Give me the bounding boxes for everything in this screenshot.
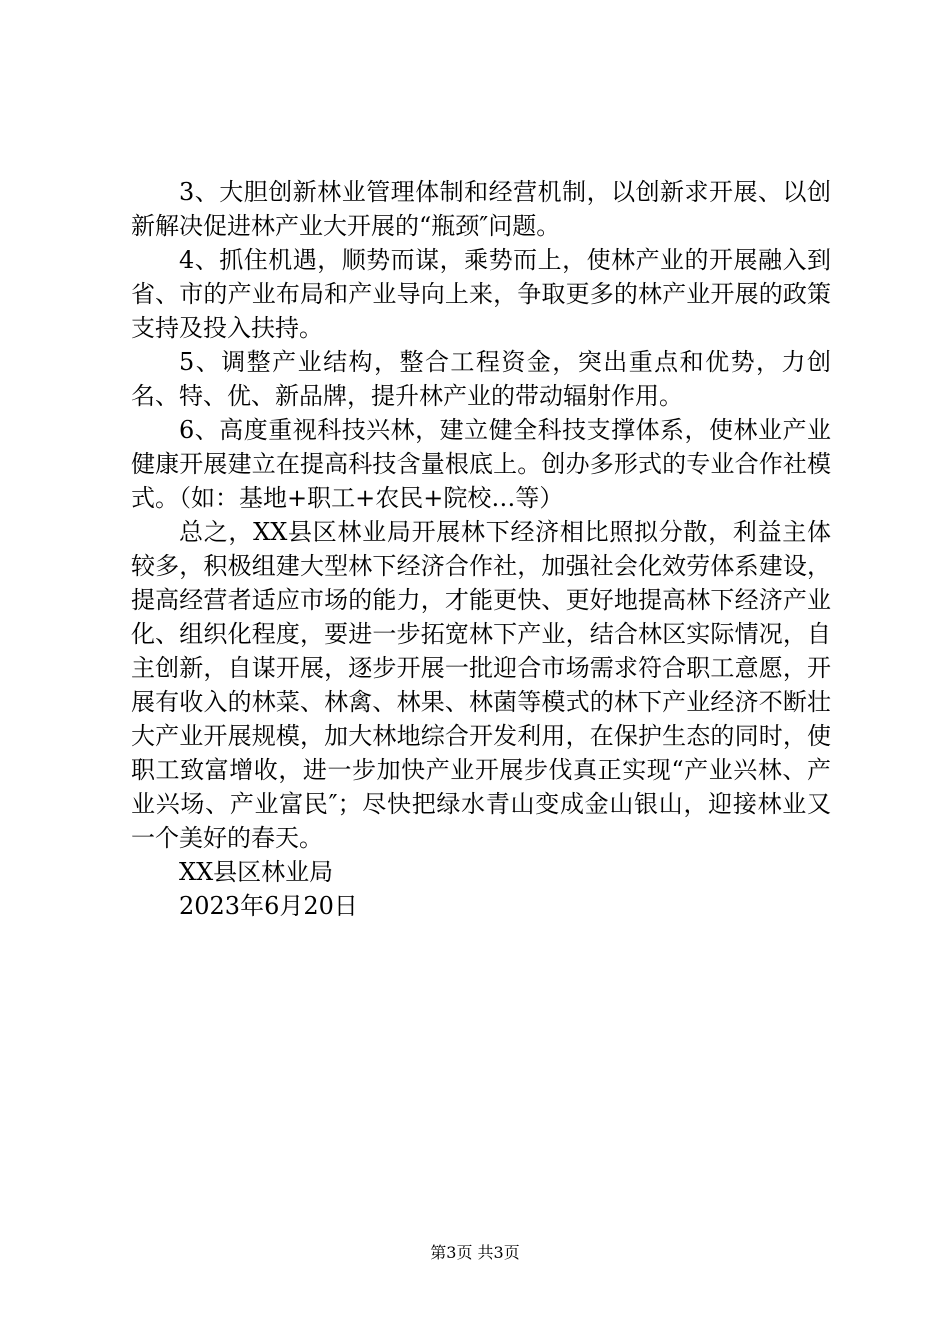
paragraph-4: 4、抓住机遇，顺势而谋，乘势而上，使林产业的开展融入到省、市的产业布局和产业导向上来，争取更多的林产业开展的政策支持及投入扶持。 — [131, 246, 831, 342]
paragraph-5: 5、调整产业结构，整合工程资金，突出重点和优势，力创名、特、优、新品牌，提升林产业的带动辐射作用。 — [131, 348, 831, 410]
document-body — [131, 175, 831, 923]
signature-organization: XX县区林业局 — [179, 858, 334, 886]
paragraph-6: 6、高度重视科技兴林，建立健全科技支撑体系，使林业产业健康开展建立在提高科技含量根底上。创办多形式的专业合作社模式。（如：基地+职工+农民+院校…等） — [131, 416, 831, 512]
paragraph-summary: 总之，XX县区林业局开展林下经济相比照拟分散，利益主体较多，积极组建大型林下经济合作社，加强社会化效劳体系建设，提高经营者适应市场的能力，才能更快、更好地提高林下经济产业化、组织化程度，要进一步拓宽林下产业，结合林区实际情况，自主创新，自谋开展，逐步开展一批迎合市场需求符合职工意愿，开展有收入的林菜、林禽、林果、林菌等模式的林下产业经济不断壮大产业开展规模，加大林地综合开发利用，在保护生态的同时，使职工致富增收，进一步加快产业开展步伐真正实现“产业兴林、产业兴场、产业富民″；尽快把绿水青山变成金山银山，迎接林业又一个美好的春天。 — [131, 518, 831, 852]
signature-date: 2023年6月20日 — [179, 892, 358, 920]
page-footer: 第3页 共3页 — [430, 1243, 520, 1262]
paragraph-3: 3、大胆创新林业管理体制和经营机制，以创新求开展、以创新解决促进林产业大开展的“瓶颈″问题。 — [131, 178, 831, 240]
